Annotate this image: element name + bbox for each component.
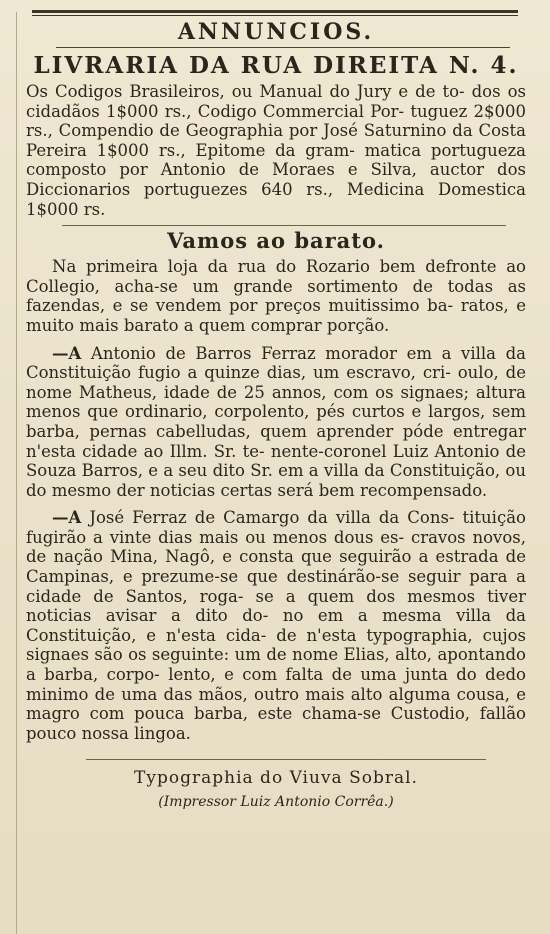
ad-livraria-title: LIVRARIA DA RUA DIREITA N. 4. <box>33 52 519 79</box>
header-rule <box>56 47 510 48</box>
ad-lead: —A <box>52 508 82 528</box>
section-divider <box>62 225 506 226</box>
text-line: matica portugueza composto por Antonio de Moraes <box>26 140 527 180</box>
ad-camargo-body <box>26 508 526 743</box>
text-line: cravos novos, de nação Mina, Nagô, e consta que <box>26 527 527 567</box>
text-line: da Constituição fugio a quinze dias, um escravo, cri- <box>26 343 526 383</box>
top-rule <box>32 10 518 13</box>
text-line: der noticias certas será bem recompensado. <box>116 480 488 500</box>
text-line: no em a mesma villa da Constituição, e n'esta cida- <box>26 606 526 645</box>
ad-livraria <box>26 52 526 219</box>
text-line: destinárão-se seguir para a cidade de Santos, roga- <box>26 567 526 606</box>
ad-barato-body <box>26 257 526 335</box>
top-rule-thin <box>32 15 518 16</box>
text-line: tituição fugirão a vinte dias mais ou menos dous es- <box>26 508 526 547</box>
text-line: uma das mãos, outro mais alto alguma cousa, e magro <box>26 684 526 724</box>
text-line: Medicina Domestica 1$000 rs. <box>26 179 526 219</box>
text-line: dos os cidadãos 1$000 rs., Codigo Commercial Por- <box>26 82 526 121</box>
text-line: um de nome Elias, alto, apontando a barba, corpo- <box>26 645 526 685</box>
text-line: Saturnino da Costa Pereira 1$000 rs., Epitome da gram- <box>26 121 526 160</box>
ad-barato-title: Vamos ao barato. <box>167 228 385 254</box>
text-line: ratos, e muito mais barato a quem comprar porção. <box>26 296 527 335</box>
text-line: Na primeira loja da rua do Rozario bem defronte <box>52 257 497 277</box>
ad-escravo-matheus <box>26 344 526 501</box>
text-line: Antonio de Barros Ferraz morador em a villa <box>90 343 496 363</box>
text-line: lento, e com falta de uma junta do dedo minimo de <box>26 665 526 704</box>
text-line: signaes; altura menos que ordinario, corpolento, pés <box>26 382 526 422</box>
text-line: dito Sr. em a villa da Constituição, ou do mesmo <box>26 461 526 500</box>
ad-lead: —A <box>52 343 82 363</box>
text-line: de n'esta typographia, cujos signaes são os seguinte: <box>26 625 526 665</box>
text-line: tuguez 2$000 rs., Compendio de Geographia por José <box>26 101 527 141</box>
text-line: e Silva, auctor dos Diccionarios portuguezes 640 rs., <box>26 160 526 199</box>
text-line: oulo, de nome Matheus, idade de 25 annos, com os <box>26 363 526 402</box>
text-line: com pouca barba, este chama-se Custodio, fallão pouco <box>26 704 526 743</box>
text-line: nossa lingoa. <box>81 723 191 743</box>
text-line: Os Codigos Brasileiros, ou Manual do Jury e de to- <box>26 82 465 101</box>
text-line: as fazendas, e se vendem por preços muitissimo ba- <box>26 276 526 316</box>
text-line: nente-coronel Luiz Antonio de Souza Barros, e a seu <box>26 441 526 481</box>
text-line: aprender póde entregar n'esta cidade ao Illm. Sr. te- <box>26 421 526 461</box>
ad-matheus-body <box>26 344 526 501</box>
footer-rule <box>86 759 486 760</box>
text-line: se a quem dos mesmos tiver noticias avisar a dito do- <box>26 586 526 626</box>
text-line: ao Collegio, acha-se um grande sortimento de todas <box>26 257 526 296</box>
ad-escravos-camargo <box>26 508 526 743</box>
printer-line: Typographia do Viuva Sobral. <box>134 768 418 789</box>
text-line: José Ferraz de Camargo da villa da Cons- <box>89 508 455 528</box>
ad-livraria-body <box>26 82 526 219</box>
ad-barato <box>26 228 526 335</box>
text-line: curtos e largos, sem barba, pernas cabelludas, quem <box>26 402 527 441</box>
column-edge <box>16 12 17 934</box>
impressor-line: (Impressor Luiz Antonio Corrêa.) <box>158 794 394 811</box>
text-line: seguirão a estrada de Campinas, e prezume-se que <box>26 547 526 587</box>
section-header: ANNUNCIOS. <box>177 19 375 45</box>
